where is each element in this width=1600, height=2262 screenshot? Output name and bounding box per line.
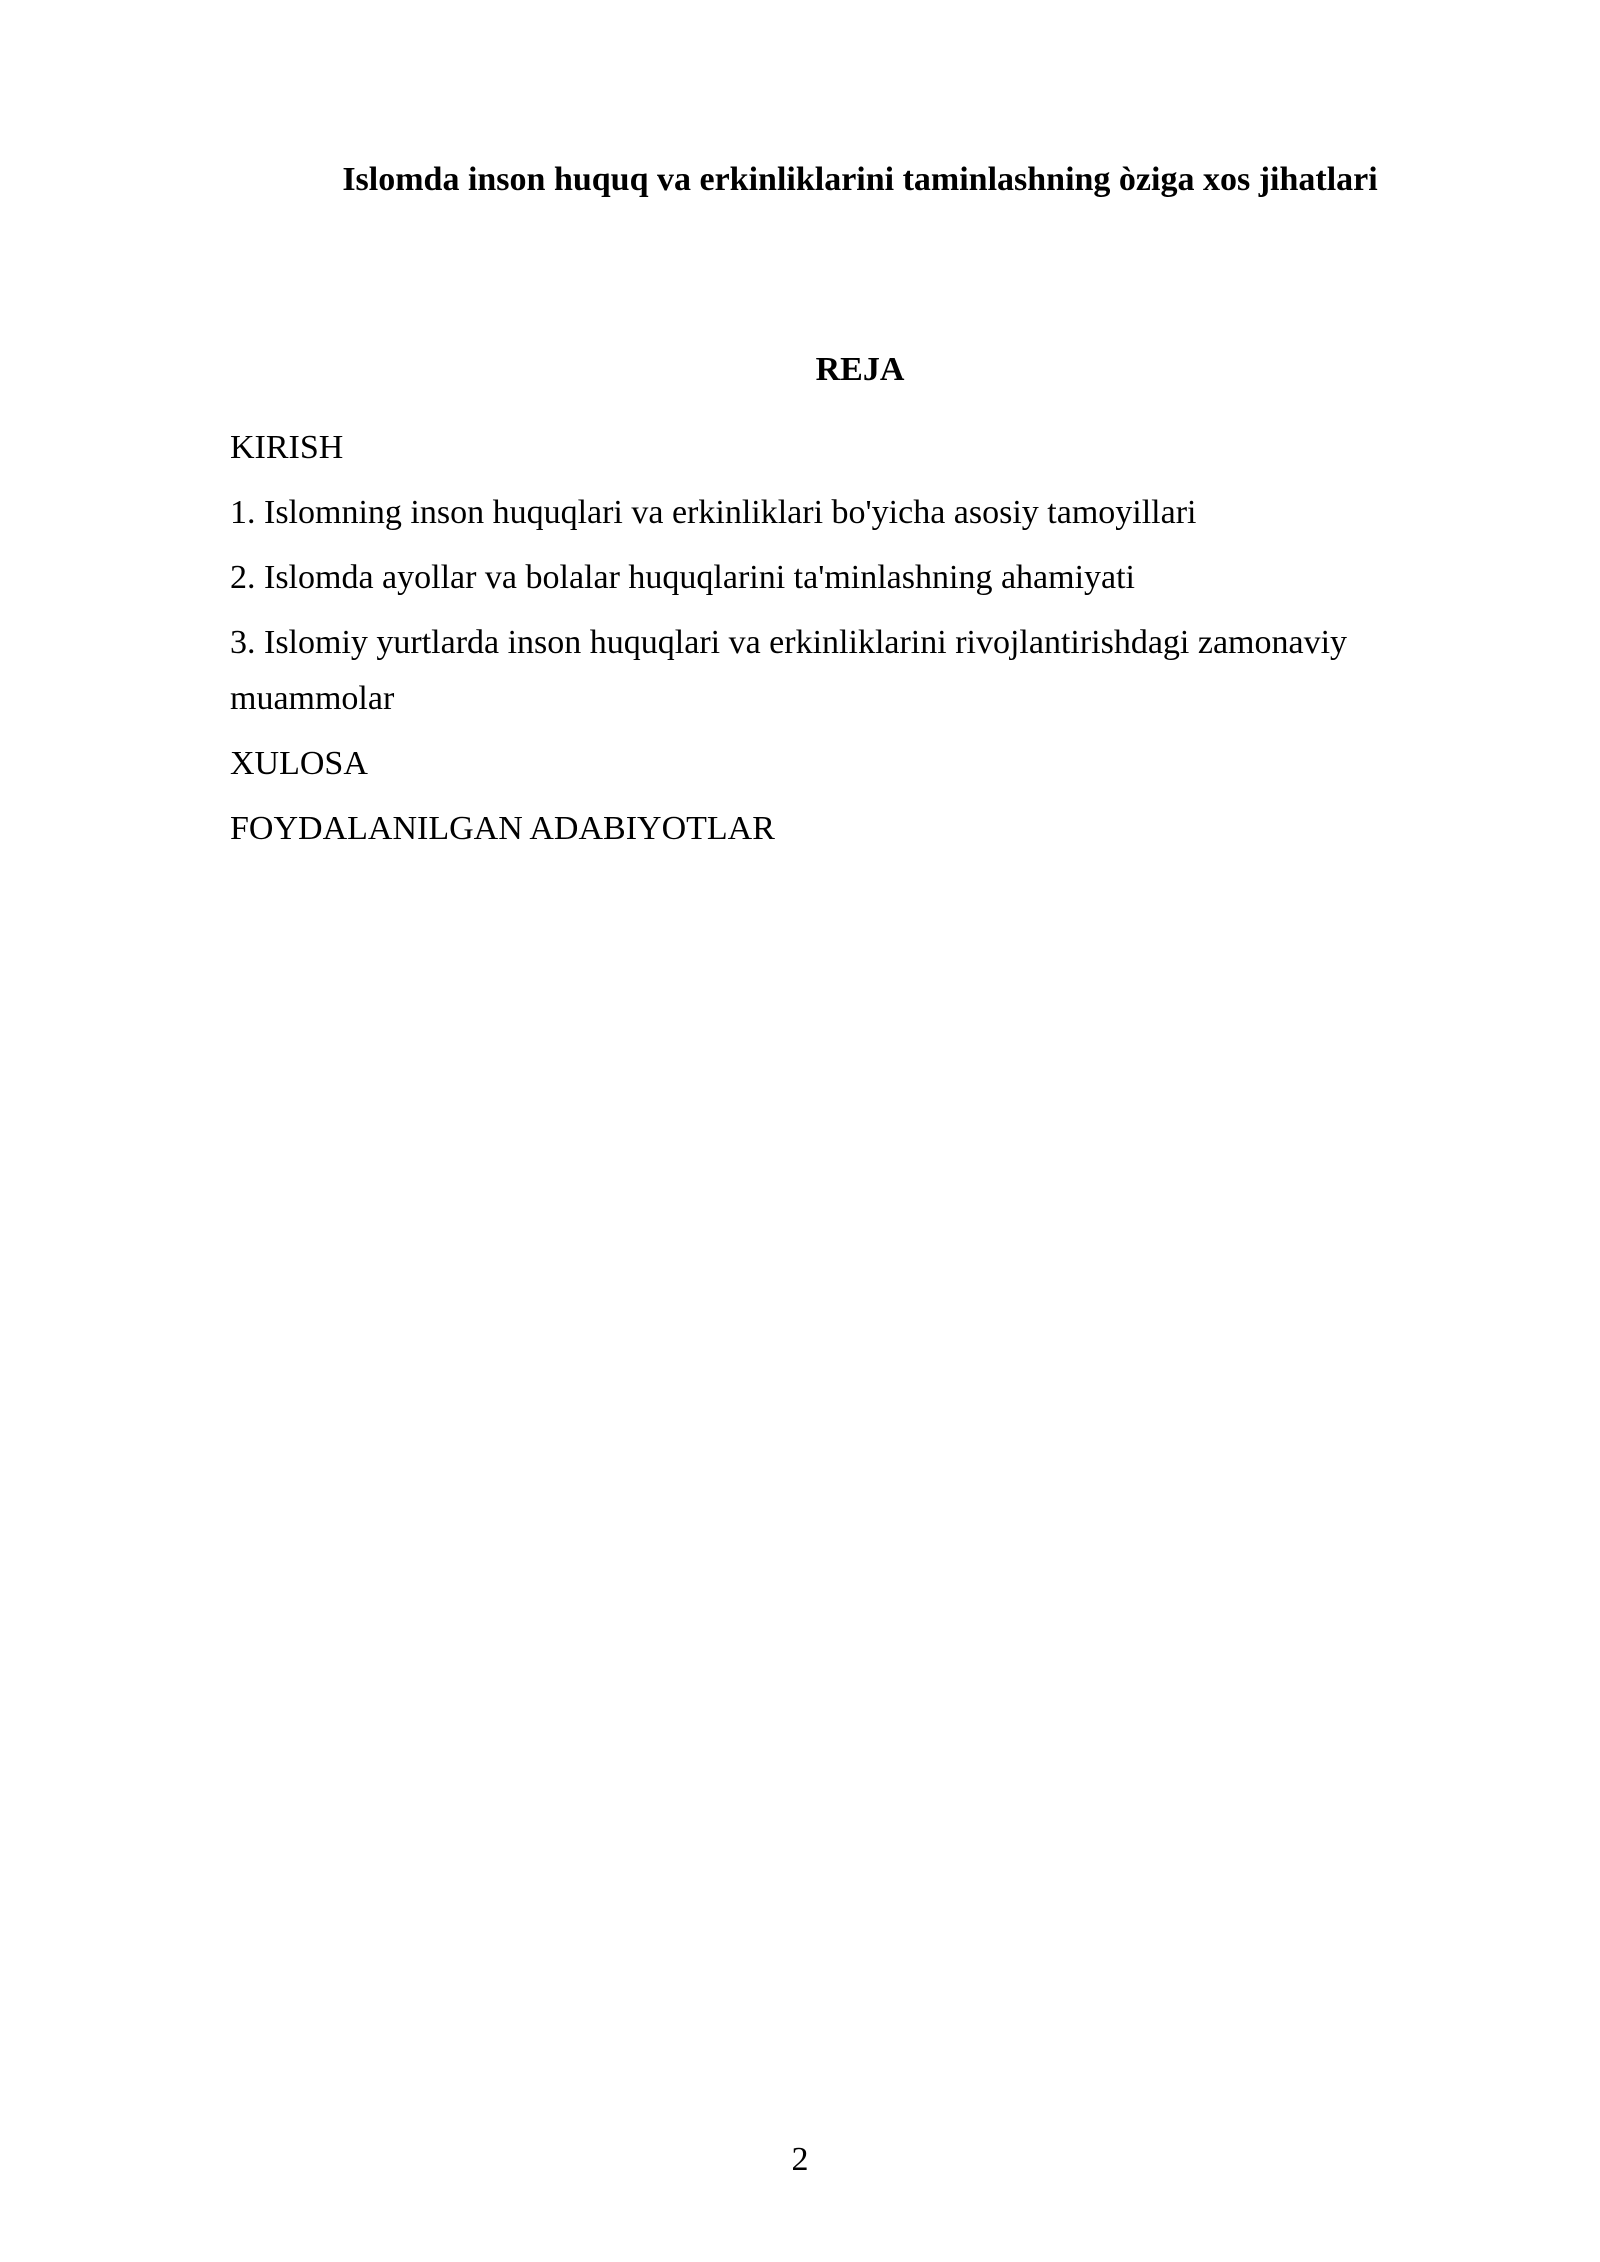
document-title: Islomda inson huquq va erkinliklarini taminlashning òziga xos jihatlari <box>342 161 1378 198</box>
plan-list <box>230 420 1490 866</box>
plan-item-conclusion: XULOSA <box>230 745 368 782</box>
plan-item-3: 3. Islomiy yurtlarda inson huquqlari va erkinliklarini rivojlantirishdagi zamonaviy muammolar <box>230 624 1348 717</box>
plan-heading: REJA <box>815 351 905 388</box>
plan-item-1: 1. Islomning inson huquqlari va erkinliklari bo'yicha asosiy tamoyillari <box>230 494 1197 531</box>
plan-item-references: FOYDALANILGAN ADABIYOTLAR <box>230 810 775 847</box>
plan-item-introduction: KIRISH <box>230 429 344 466</box>
plan-item-2: 2. Islomda ayollar va bolalar huquqlarini ta'minlashning ahamiyati <box>230 559 1136 596</box>
page-number: 2 <box>791 2141 809 2178</box>
